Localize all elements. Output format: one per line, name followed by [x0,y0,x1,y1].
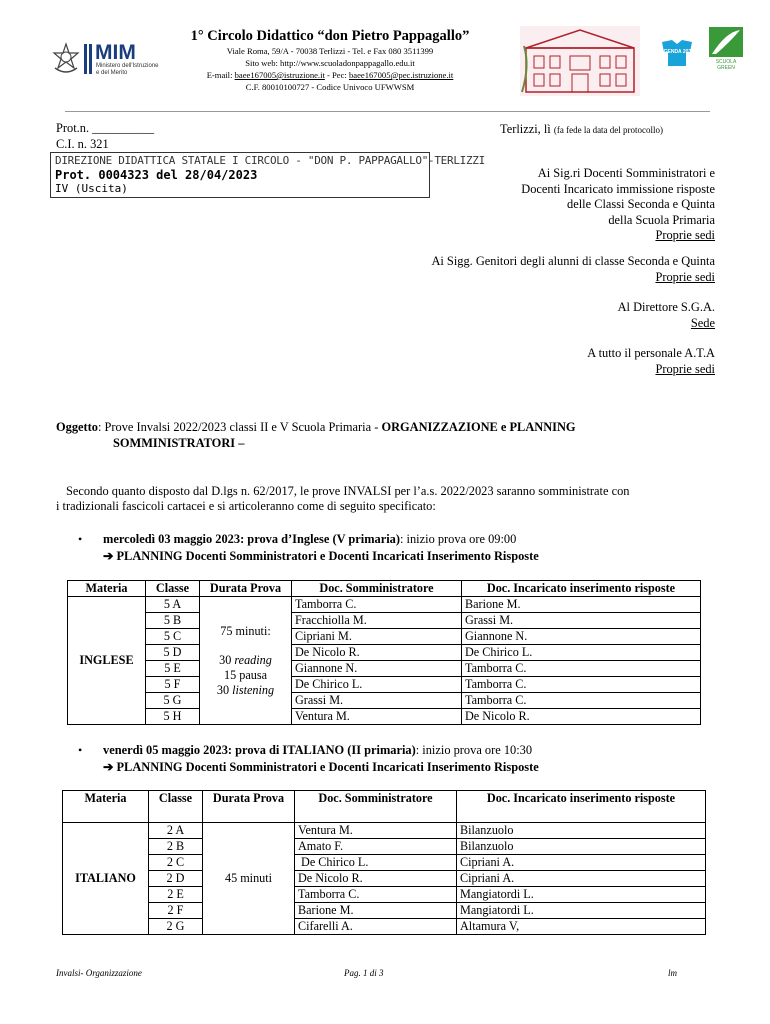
subject-label: Oggetto [56,420,98,434]
school-address: Viale Roma, 59/A - 70038 Terlizzi - Tel. e Fax 080 3511399 [226,46,434,56]
section-1-heading [103,532,516,547]
mim-logo-sub2: e del Merito [96,70,128,76]
place-text: Terlizzi, lì [500,122,554,136]
pec-link[interactable]: baee167005@pec.istruzione.it [348,70,454,80]
somministratore-cell: Barione M. [295,903,457,919]
subject-bold: ORGANIZZAZIONE e PLANNING [381,420,576,434]
mim-logo-sub1: Ministero dell'Istruzione [96,63,159,69]
classe-cell: 2 C [149,855,203,871]
table-row [68,693,701,709]
circular-number: C.I. n. 321 [56,137,109,151]
somministratore-cell: Cipriani M. [292,629,462,645]
recipient-sede: Proprie sedi [655,228,715,243]
incaricato-cell: Cipriani A. [457,871,706,887]
table-header-row [63,791,706,823]
table-row [68,645,701,661]
mim-logo-text: MIM [95,41,136,64]
table-header-cell: Doc. Incaricato inserimento risposte [457,791,706,823]
durata-cell: 45 minuti [203,823,295,935]
footer-left: Invalsi- Organizzazione [56,968,142,978]
table-header-row [68,581,701,597]
durata-line: 15 pausa [224,667,267,682]
incaricato-cell: Bilanzuolo [457,839,706,855]
place-note: (fa fede la data del protocollo) [553,125,664,135]
classe-cell: 5 B [146,613,200,629]
recipient-sede: Sede [690,315,715,330]
recipient-block-2 [431,254,715,285]
somministratore-cell: De Nicolo R. [292,645,462,661]
classe-cell: 5 D [146,645,200,661]
intro-line-1: Secondo quanto disposto dal D.lgs n. 62/2017, le prove INVALSI per l’a.s. 2022/2023 saranno somministrate con [66,484,630,498]
somministratore-cell: Tamborra C. [295,887,457,903]
incaricato-cell: Tamborra C. [462,677,701,693]
protocol-stamp [50,152,485,198]
somministratore-cell: Cifarelli A. [295,919,457,935]
scuola-green-text: SCUOLA GREEN [715,59,737,71]
classe-cell: 5 H [146,709,200,725]
table-row [63,871,706,887]
place-date [500,122,663,137]
table-row [68,629,701,645]
footer-page: Pag. 1 di 3 [344,968,384,978]
italian-republic-emblem-icon [52,42,80,76]
recipient-block-1 [521,166,715,244]
table-header-cell: Doc. Somministratore [295,791,457,823]
incaricato-cell: Tamborra C. [462,661,701,677]
incaricato-cell: Barione M. [462,597,701,613]
table-row [63,839,706,855]
recipient-line: A tutto il personale A.T.A [587,346,715,360]
incaricato-cell: Bilanzuolo [457,823,706,839]
email-link[interactable]: baee167005@istruzione.it [234,70,325,80]
durata-cell [200,597,292,725]
school-website: Sito web: http://www.scuoladonpappagallo.edu.it [245,58,415,68]
incaricato-cell: De Chirico L. [462,645,701,661]
section-2-planning: ➔ PLANNING Docenti Somministratori e Docenti Incaricati Inserimento Risposte [103,760,539,774]
recipient-line: Ai Sigg. Genitori degli alunni di classe Seconda e Quinta [431,254,715,268]
footer-right: lm [668,968,677,978]
table-row [68,597,701,613]
recipient-line: della Scuola Primaria [608,212,715,227]
classe-cell: 5 E [146,661,200,677]
materia-cell: INGLESE [68,597,146,725]
section-1-bold: mercoledì 03 maggio 2023: prova d’Inglese (V primaria) [103,532,400,546]
classe-cell: 2 B [149,839,203,855]
incaricato-cell: Mangiatordi L. [457,887,706,903]
table-row [68,709,701,725]
section-2-rest: : inizio prova ore 10:30 [415,743,533,757]
somministratore-cell: Ventura M. [292,709,462,725]
table-header-cell: Doc. Somministratore [292,581,462,597]
incaricato-cell: Grassi M. [462,613,701,629]
subject-bold-2: SOMMINISTRATORI – [113,436,245,450]
durata-line: 30 reading [219,652,272,667]
somministratore-cell: De Nicolo R. [295,871,457,887]
incaricato-cell: Cipriani A. [457,855,706,871]
table-header-cell: Materia [63,791,149,823]
incaricato-cell: Altamura V, [457,919,706,935]
table-row [63,887,706,903]
classe-cell: 5 C [146,629,200,645]
somministratore-cell: Fracchiolla M. [292,613,462,629]
classe-cell: 2 G [149,919,203,935]
bullet-icon: • [78,743,83,757]
table-header-cell: Classe [149,791,203,823]
recipient-line: Al Direttore S.G.A. [617,300,715,314]
table-row [63,903,706,919]
school-title: 1° Circolo Didattico “don Pietro Pappagallo” [190,28,470,44]
classe-cell: 2 E [149,887,203,903]
section-1-planning: ➔ PLANNING Docenti Somministratori e Docenti Incaricati Inserimento Risposte [103,549,539,563]
classe-cell: 5 A [146,597,200,613]
table-header-cell: Materia [68,581,146,597]
pec-label: - Pec: [324,70,349,80]
somministratore-cell: De Chirico L. [295,855,457,871]
school-building-illustration [520,26,640,96]
recipient-line: delle Classi Seconda e Quinta [567,197,715,212]
header-divider [65,111,710,112]
stamp-line-1: DIREZIONE DIDATTICA STATALE I CIRCOLO - "DON P. PAPPAGALLO"-TERLIZZI [55,154,485,167]
school-codes: C.F. 80010100727 - Codice Univoco UFWWSM [245,82,415,92]
somministratore-cell: Amato F. [295,839,457,855]
somministratore-cell: Tamborra C. [292,597,462,613]
table-row [68,677,701,693]
incaricato-cell: De Nicolo R. [462,709,701,725]
table-row [68,613,701,629]
durata-line: 75 minuti: [220,623,271,638]
classe-cell: 5 F [146,677,200,693]
durata-line: 30 listening [216,682,275,697]
subject-line [56,420,576,435]
table-header-cell: Durata Prova [200,581,292,597]
section-2-heading [103,743,532,758]
somministratore-cell: De Chirico L. [292,677,462,693]
table-row [68,661,701,677]
scuola-green-logo [708,26,744,72]
classe-cell: 5 G [146,693,200,709]
classe-cell: 2 A [149,823,203,839]
somministratore-cell: Giannone N. [292,661,462,677]
table-header-cell: Classe [146,581,200,597]
italiano-table [62,790,706,935]
table-row [63,855,706,871]
recipient-block-4 [587,346,715,377]
stamp-line-3: IV (Uscita) [55,182,128,195]
email-label: E-mail: [206,70,235,80]
table-header-cell: Durata Prova [203,791,295,823]
classe-cell: 2 F [149,903,203,919]
school-email-line [160,70,500,80]
incaricato-cell: Giannone N. [462,629,701,645]
section-1-rest: : inizio prova ore 09:00 [400,532,517,546]
section-2-bold: venerdì 05 maggio 2023: prova di ITALIANO (II primaria) [103,743,416,757]
somministratore-cell: Ventura M. [295,823,457,839]
incaricato-cell: Tamborra C. [462,693,701,709]
prot-number: Prot.n. __________ [56,121,155,135]
bullet-icon: • [78,532,83,546]
somministratore-cell: Grassi M. [292,693,462,709]
recipient-line: Docenti Incaricato immissione risposte [521,181,715,196]
subject-text: : Prove Invalsi 2022/2023 classi II e V Scuola Primaria - [97,420,382,434]
table-row [63,919,706,935]
table-row [63,823,706,839]
inglese-table [67,580,701,725]
incaricato-cell: Mangiatordi L. [457,903,706,919]
recipient-sede: Proprie sedi [655,361,715,376]
table-header-cell: Doc. Incaricato inserimento risposte [462,581,701,597]
intro-line-2: i tradizionali fascicoli cartacei e si articoleranno come di seguito specificato: [56,499,436,513]
materia-cell: ITALIANO [63,823,149,935]
recipient-sede: Proprie sedi [655,269,715,284]
agenda-2030-logo [656,38,698,68]
stamp-line-2: Prot. 0004323 del 28/04/2023 [55,168,258,182]
agenda-2030-text: AGENDA 2030 [660,49,694,55]
classe-cell: 2 D [149,871,203,887]
recipient-line: Ai Sig.ri Docenti Somministratori e [537,166,715,180]
recipient-block-3 [618,300,715,331]
